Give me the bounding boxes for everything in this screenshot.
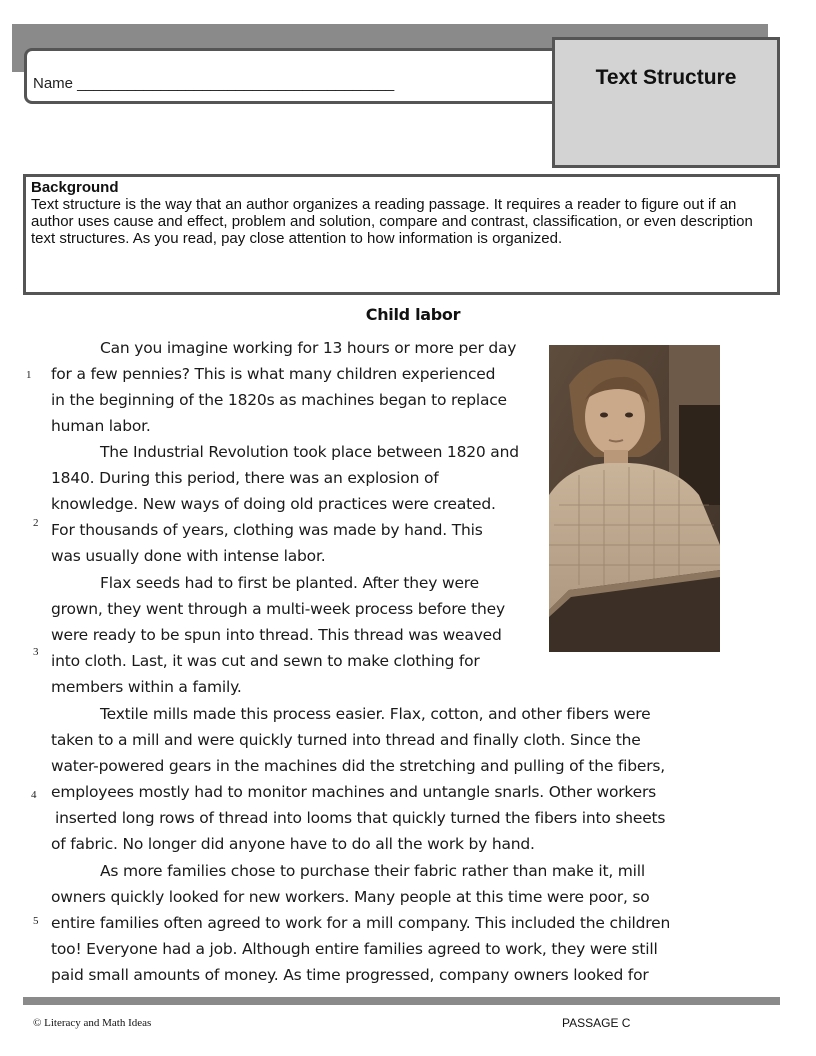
- passage-line: entire families often agreed to work for a mill company. This included the children: [51, 914, 671, 932]
- paragraph-number: 4: [31, 789, 37, 801]
- passage-line: employees mostly had to monitor machines and untangle snarls. Other workers: [51, 783, 657, 801]
- background-heading: Background: [31, 179, 119, 196]
- passage-line: human labor.: [51, 417, 151, 435]
- title-box: [552, 37, 780, 168]
- passage-line: in the beginning of the 1820s as machines began to replace: [51, 391, 507, 409]
- passage-line: Textile mills made this process easier. Flax, cotton, and other fibers were: [100, 705, 651, 723]
- paragraph-number: 5: [33, 915, 39, 927]
- name-label: Name ______________________________________: [33, 75, 395, 92]
- passage-line: water-powered gears in the machines did the stretching and pulling of the fibers,: [51, 757, 666, 775]
- passage-line: taken to a mill and were quickly turned into thread and finally cloth. Since the: [51, 731, 641, 749]
- passage-line: was usually done with intense labor.: [51, 547, 326, 565]
- passage-title: Child labor: [365, 305, 461, 324]
- passage-line: knowledge. New ways of doing old practices were created.: [51, 495, 496, 513]
- passage-line: inserted long rows of thread into looms that quickly turned the fibers into sheets: [55, 809, 666, 827]
- passage-line: of fabric. No longer did anyone have to do all the work by hand.: [51, 835, 535, 853]
- passage-line: Can you imagine working for 13 hours or more per day: [100, 339, 517, 357]
- paragraph-number: 3: [33, 646, 39, 658]
- copyright-text: © Literacy and Math Ideas: [33, 1017, 152, 1029]
- passage-label: PASSAGE C: [562, 1016, 631, 1030]
- child-worker-photo: [549, 345, 720, 652]
- passage-line: paid small amounts of money. As time progressed, company owners looked for: [51, 966, 649, 984]
- worksheet-title: Text Structure: [595, 66, 737, 89]
- passage-line: for a few pennies? This is what many children experienced: [51, 365, 496, 383]
- passage-line: members within a family.: [51, 678, 242, 696]
- passage-line: As more families chose to purchase their fabric rather than make it, mill: [100, 862, 645, 880]
- paragraph-number: 2: [33, 517, 39, 529]
- footer-bar: [23, 997, 780, 1005]
- passage-line: into cloth. Last, it was cut and sewn to make clothing for: [51, 652, 480, 670]
- passage-line: For thousands of years, clothing was made by hand. This: [51, 521, 483, 539]
- passage-line: too! Everyone had a job. Although entire families agreed to work, they were still: [51, 940, 658, 958]
- passage-line: owners quickly looked for new workers. Many people at this time were poor, so: [51, 888, 650, 906]
- paragraph-number: 1: [26, 369, 32, 381]
- passage-line: grown, they went through a multi-week process before they: [51, 600, 505, 618]
- passage-line: 1840. During this period, there was an explosion of: [51, 469, 439, 487]
- background-text: Text structure is the way that an author organizes a reading passage. It requires a reader to figure out if an author uses cause and effect, problem and solution, compare and contrast, classification, or even description text structures. As you read, pay close attention to how information is organized.: [31, 196, 753, 247]
- passage-line: were ready to be spun into thread. This thread was weaved: [51, 626, 502, 644]
- passage-line: The Industrial Revolution took place between 1820 and: [100, 443, 519, 461]
- passage-line: Flax seeds had to first be planted. After they were: [100, 574, 479, 592]
